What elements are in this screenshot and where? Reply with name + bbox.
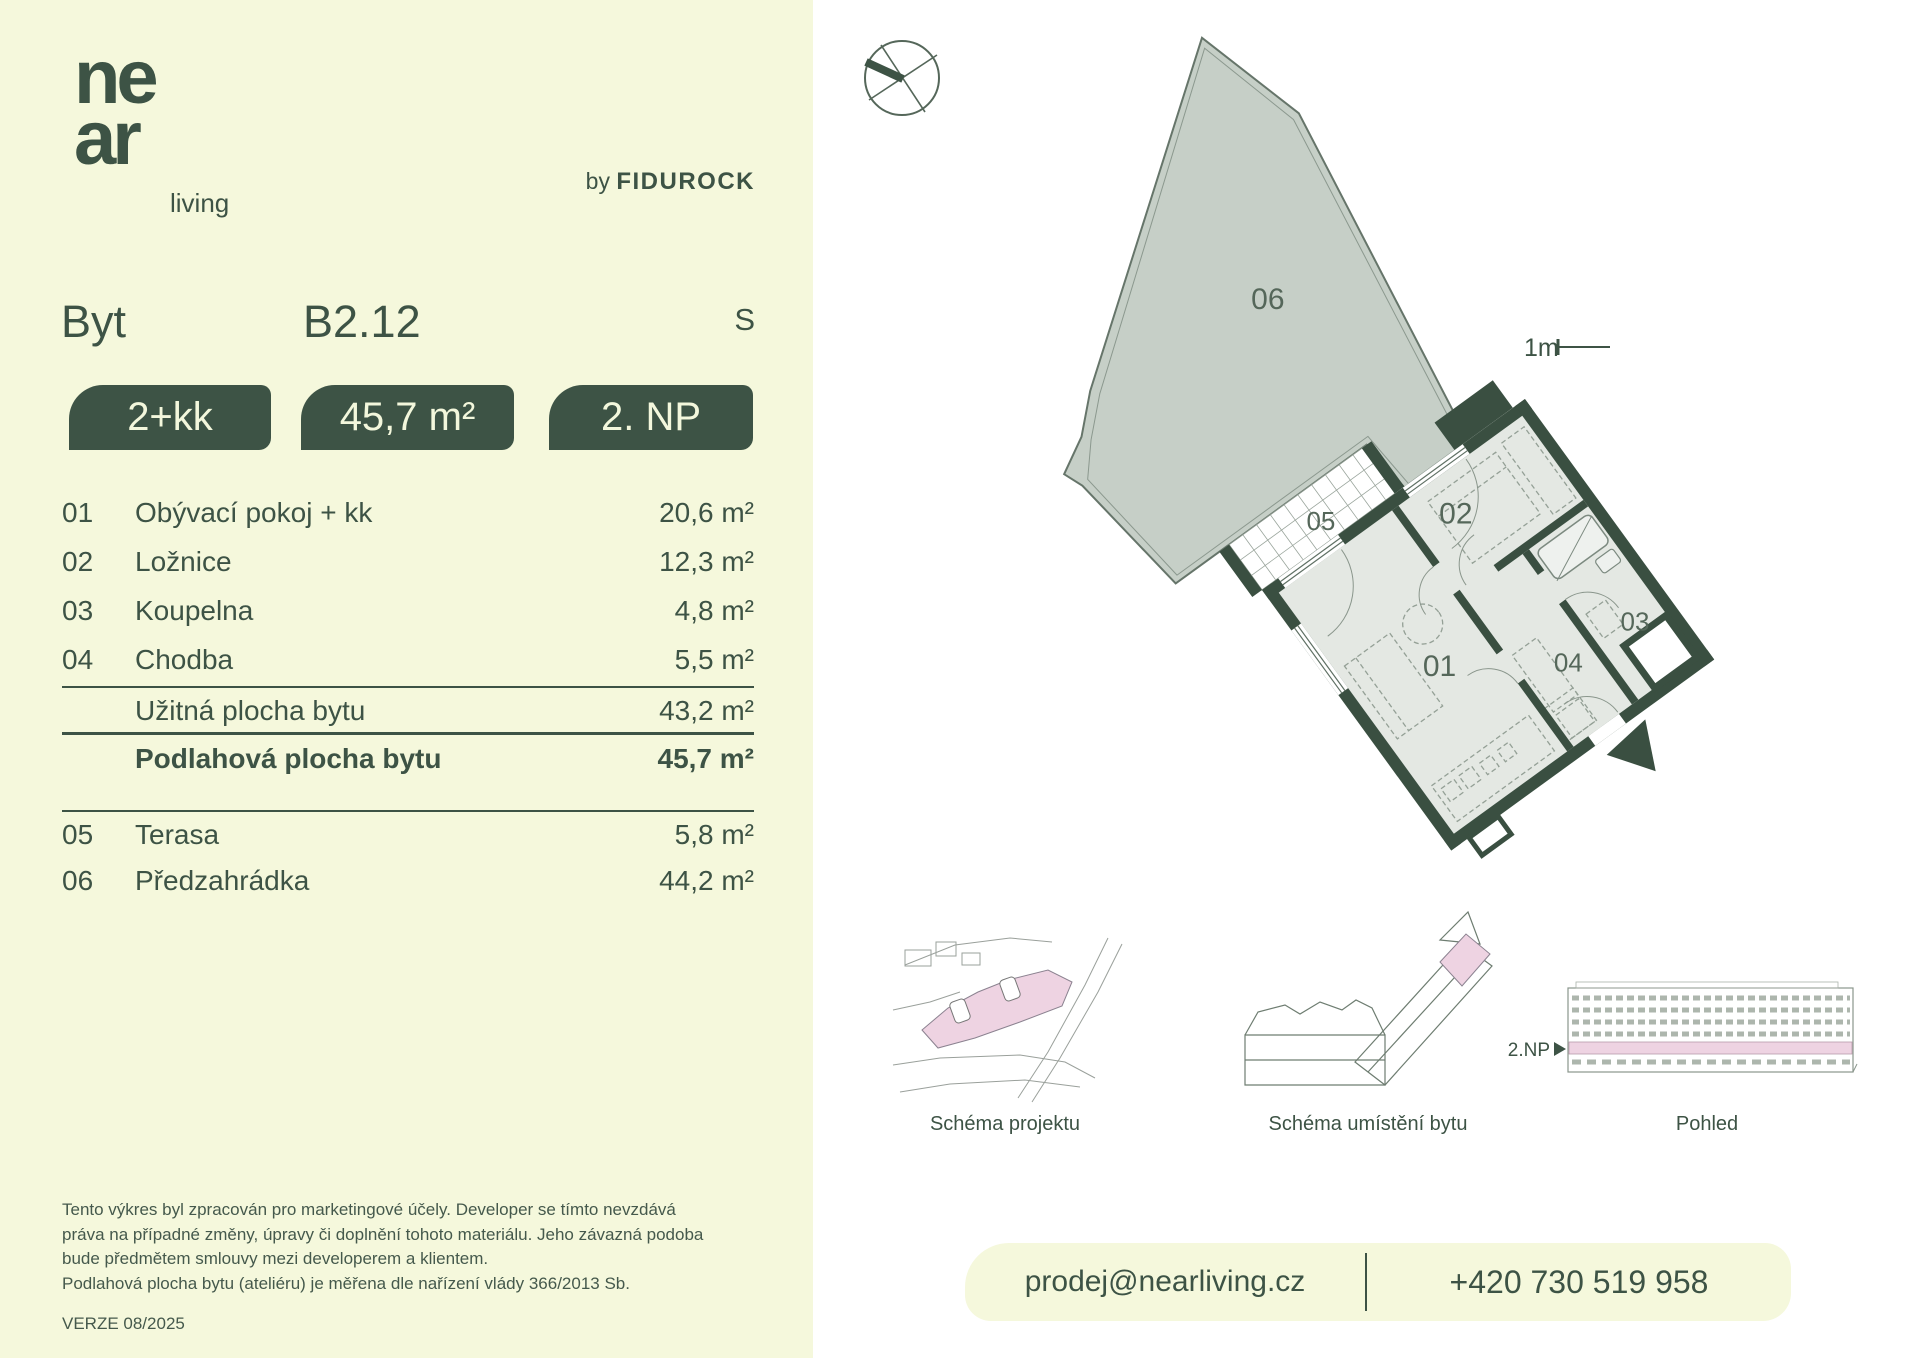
room-number: 04 bbox=[62, 644, 94, 675]
room-name: Koupelna bbox=[135, 595, 254, 626]
version-label: VERZE 08/2025 bbox=[62, 1314, 185, 1333]
byline-prefix: by bbox=[585, 168, 610, 194]
room-name: Předzahrádka bbox=[135, 865, 310, 896]
minimap-view-caption: Pohled bbox=[1675, 1113, 1739, 1135]
room-name: Terasa bbox=[135, 819, 220, 850]
measurement-note: Podlahová plocha bytu (ateliéru) je měřena dle nařízení vlády 366/2013 Sb. bbox=[62, 1274, 630, 1293]
table-row-usable-area bbox=[62, 688, 754, 734]
table-row bbox=[62, 588, 754, 634]
left-panel bbox=[0, 0, 813, 1358]
label-room-02: 02 bbox=[1439, 497, 1473, 531]
badge-layout: 2+kk bbox=[69, 385, 271, 450]
room-number: 03 bbox=[62, 595, 94, 626]
room-number: 05 bbox=[62, 819, 94, 850]
label-room-03: 03 bbox=[1620, 606, 1650, 637]
table-row bbox=[62, 637, 754, 683]
byline-brand: FIDUROCK bbox=[616, 168, 755, 195]
room-area: 44,2 m² bbox=[659, 865, 754, 896]
minimap-unit-location bbox=[1245, 912, 1492, 1135]
room-area: 4,8 m² bbox=[674, 595, 754, 626]
floor-marker-arrow-icon bbox=[1554, 1042, 1566, 1056]
minimap-project bbox=[893, 938, 1122, 1135]
room-number: 02 bbox=[62, 546, 94, 577]
room-area: 12,3 m² bbox=[659, 546, 754, 577]
room-area: 5,5 m² bbox=[674, 644, 754, 675]
divider-thick bbox=[62, 732, 754, 735]
total-area: 45,7 m² bbox=[657, 743, 754, 774]
contact-phone-link[interactable]: +420 730 519 958 bbox=[1449, 1263, 1709, 1300]
room-name: Ložnice bbox=[135, 546, 232, 577]
floorplan-canvas bbox=[810, 0, 1920, 1358]
total-name: Užitná plocha bytu bbox=[135, 695, 366, 726]
contact-bar bbox=[965, 1243, 1791, 1321]
contact-email-link[interactable]: prodej@nearliving.cz bbox=[1024, 1265, 1306, 1298]
room-name: Chodba bbox=[135, 644, 234, 675]
logo-suffix: living bbox=[170, 188, 230, 218]
minimap-elevation bbox=[1508, 982, 1857, 1135]
minimap-unit-caption: Schéma umístění bytu bbox=[1268, 1113, 1468, 1135]
room-number: 01 bbox=[62, 497, 94, 528]
table-row bbox=[62, 490, 754, 536]
room-number: 06 bbox=[62, 865, 94, 896]
table-row bbox=[62, 858, 754, 904]
total-name: Podlahová plocha bytu bbox=[135, 743, 442, 774]
near-living-logo bbox=[74, 35, 155, 181]
disclaimer-paragraph: Tento výkres byl zpracován pro marketingové účely. Developer se tímto nevzdává práva na případné změny, úpravy či doplnění tohoto materiálu. Jeho závazná podoba bude předmětem smlouvy mezi developerem a klientem. bbox=[62, 1200, 704, 1269]
compass-icon bbox=[865, 41, 939, 115]
label-room-06: 06 bbox=[1251, 282, 1285, 316]
room-name: Obývací pokoj + kk bbox=[135, 497, 373, 528]
floorplan-rotated-group bbox=[904, 9, 1747, 950]
logo-line-1: ne bbox=[74, 35, 155, 120]
orientation-letter: S bbox=[734, 302, 755, 337]
floor-marker-label: 2.NP bbox=[1507, 1040, 1550, 1061]
unit-highlight bbox=[1440, 934, 1490, 986]
byline bbox=[0, 168, 755, 196]
site-highlight bbox=[922, 970, 1072, 1048]
scale-bar bbox=[1524, 334, 1610, 362]
room-area: 5,8 m² bbox=[674, 819, 754, 850]
badge-floor: 2. NP bbox=[549, 385, 753, 450]
floor-highlight-band bbox=[1569, 1042, 1852, 1054]
minimap-project-caption: Schéma projektu bbox=[929, 1113, 1081, 1135]
label-room-01: 01 bbox=[1422, 650, 1457, 684]
badge-area: 45,7 m² bbox=[301, 385, 514, 450]
logo-line-2: ar bbox=[74, 95, 138, 181]
unit-number: B2.12 bbox=[303, 296, 421, 347]
label-room-04: 04 bbox=[1553, 647, 1583, 678]
scale-label: 1m bbox=[1524, 334, 1559, 362]
table-row bbox=[62, 539, 754, 585]
table-row bbox=[62, 812, 754, 858]
table-row-floor-area bbox=[62, 736, 754, 782]
room-area: 20,6 m² bbox=[659, 497, 754, 528]
unit-type-label: Byt bbox=[61, 296, 127, 347]
label-room-05: 05 bbox=[1306, 505, 1336, 536]
total-area: 43,2 m² bbox=[659, 695, 754, 726]
